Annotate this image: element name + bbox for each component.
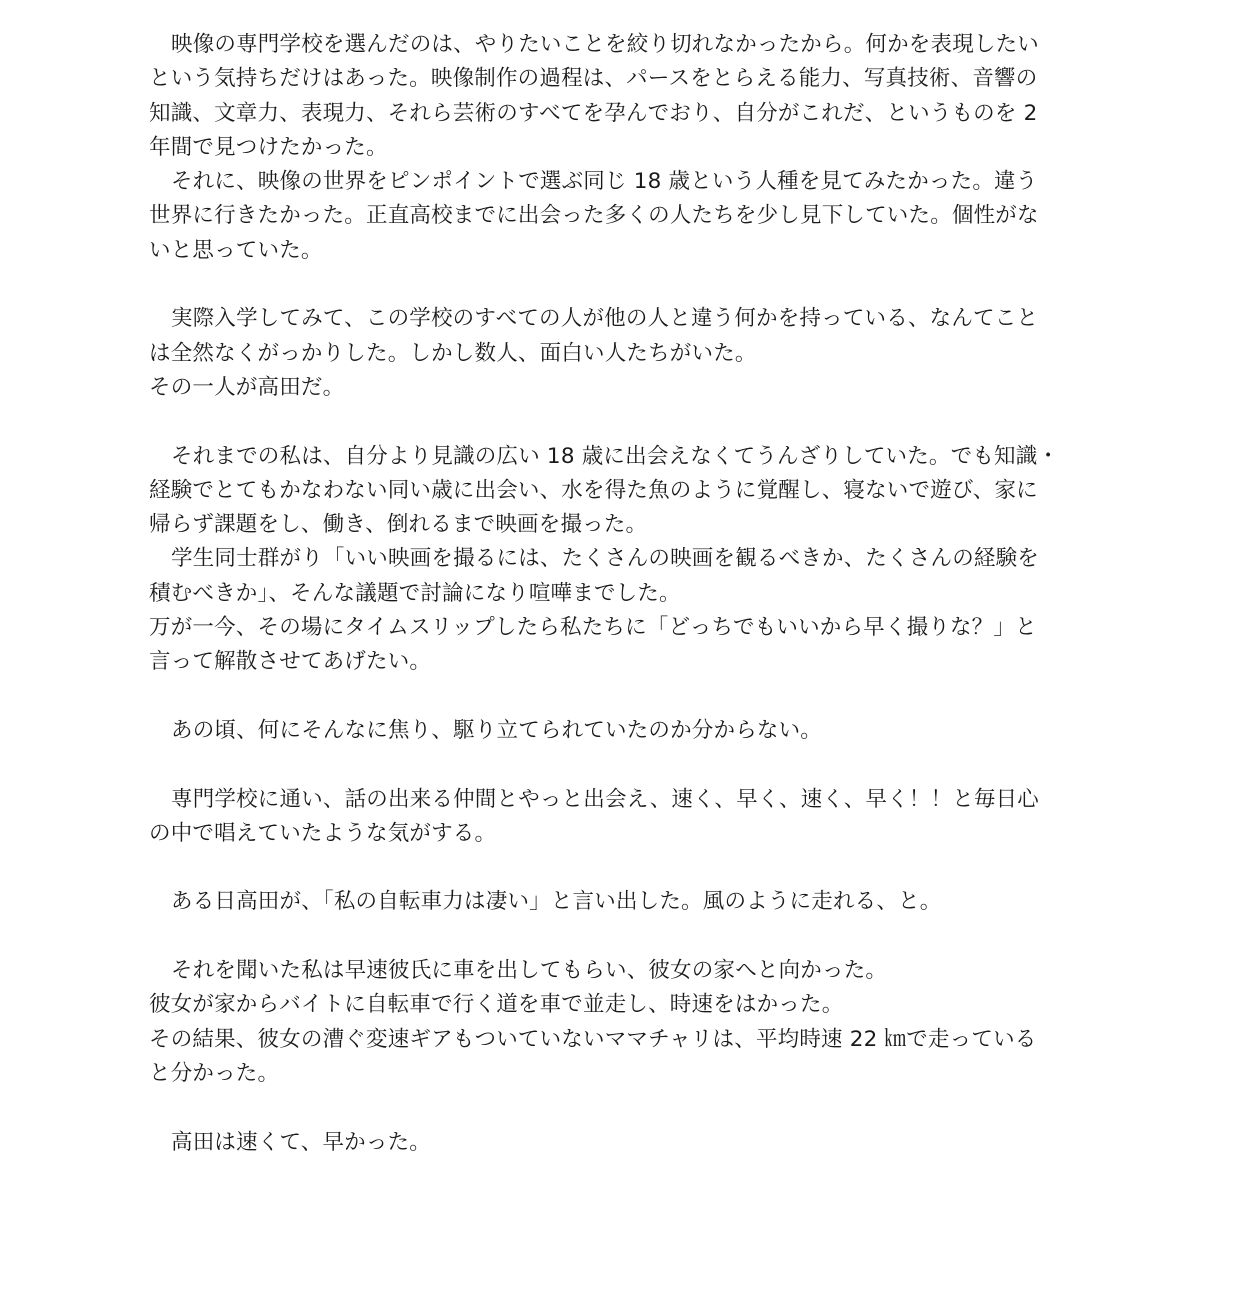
paragraph-line: 知識、文章力、表現力、それら芸術のすべてを孕んでおり、自分がこれだ、というものを 2 bbox=[149, 100, 1038, 126]
paragraph-line: ある日高田が、「私の自転車力は凄い」と言い出した。風のように走れる、と。 bbox=[171, 889, 942, 915]
paragraph-line: 学生同士群がり「いい映画を撮るには、たくさんの映画を観るべきか、たくさんの経験を bbox=[171, 546, 1040, 572]
paragraph-line: という気持ちだけはあった。映像制作の過程は、パースをとらえる能力、写真技術、音響の bbox=[149, 66, 1038, 92]
paragraph-line: その結果、彼女の漕ぐ変速ギアもついていないママチャリは、平均時速 22 ㎞で走っている bbox=[149, 1026, 1037, 1052]
paragraph-line: 高田は速くて、早かった。 bbox=[171, 1129, 431, 1155]
blank-line bbox=[149, 268, 1089, 302]
paragraph-line: 言って解散させてあげたい。 bbox=[149, 649, 432, 675]
paragraph-line: それを聞いた私は早速彼氏に車を出してもらい、彼女の家へと向かった。 bbox=[171, 958, 888, 984]
paragraph-line: いと思っていた。 bbox=[149, 237, 323, 263]
paragraph-line: それに、映像の世界をピンポイントで選ぶ同じ 18 歳という人種を見てみたかった。違う bbox=[171, 169, 1038, 195]
paragraph-line: 経験でとてもかなわない同い歳に出会い、水を得た魚のように覚醒し、寝ないで遊び、家に bbox=[149, 477, 1038, 503]
paragraph-line: 帰らず課題をし、働き、倒れるまで映画を撮った。 bbox=[149, 512, 648, 538]
paragraph-line: その一人が高田だ。 bbox=[149, 374, 345, 400]
paragraph-line: それまでの私は、自分より見識の広い 18 歳に出会えなくてうんざりしていた。でも知識・ bbox=[171, 443, 1060, 469]
paragraph-line: あの頃、何にそんなに焦り、駆り立てられていたのか分からない。 bbox=[171, 717, 823, 743]
blank-line bbox=[149, 748, 1089, 782]
paragraph-line: 年間で見つけたかった。 bbox=[149, 134, 388, 160]
document-body bbox=[149, 28, 1089, 1160]
paragraph-line: 実際入学してみて、この学校のすべての人が他の人と違う何かを持っている、なんてこと bbox=[171, 306, 1039, 332]
blank-line bbox=[149, 405, 1089, 439]
paragraph-line: 万が一今、その場にタイムスリップしたら私たちに「どっちでもいいから早く撮りな？」と bbox=[149, 615, 1037, 641]
paragraph-line: と分かった。 bbox=[149, 1060, 280, 1086]
paragraph-line: 専門学校に通い、話の出来る仲間とやっと出会え、速く、早く、速く、早く！！と毎日心 bbox=[171, 786, 1040, 812]
blank-line bbox=[149, 851, 1089, 885]
paragraph-line: 積むべきか」、そんな議題で討論になり喧嘩までした。 bbox=[149, 580, 681, 606]
blank-line bbox=[149, 920, 1089, 954]
paragraph-line: の中で唱えていたような気がする。 bbox=[149, 820, 497, 846]
paragraph-line: は全然なくがっかりした。しかし数人、面白い人たちがいた。 bbox=[149, 340, 757, 366]
blank-line bbox=[149, 680, 1089, 714]
paragraph-line: 世界に行きたかった。正直高校までに出会った多くの人たちを少し見下していた。個性がな bbox=[149, 203, 1039, 229]
paragraph-line: 彼女が家からバイトに自転車で行く道を車で並走し、時速をはかった。 bbox=[149, 992, 844, 1018]
paragraph-line: 映像の専門学校を選んだのは、やりたいことを絞り切れなかったから。何かを表現したい bbox=[171, 32, 1040, 57]
blank-line bbox=[149, 1091, 1089, 1125]
